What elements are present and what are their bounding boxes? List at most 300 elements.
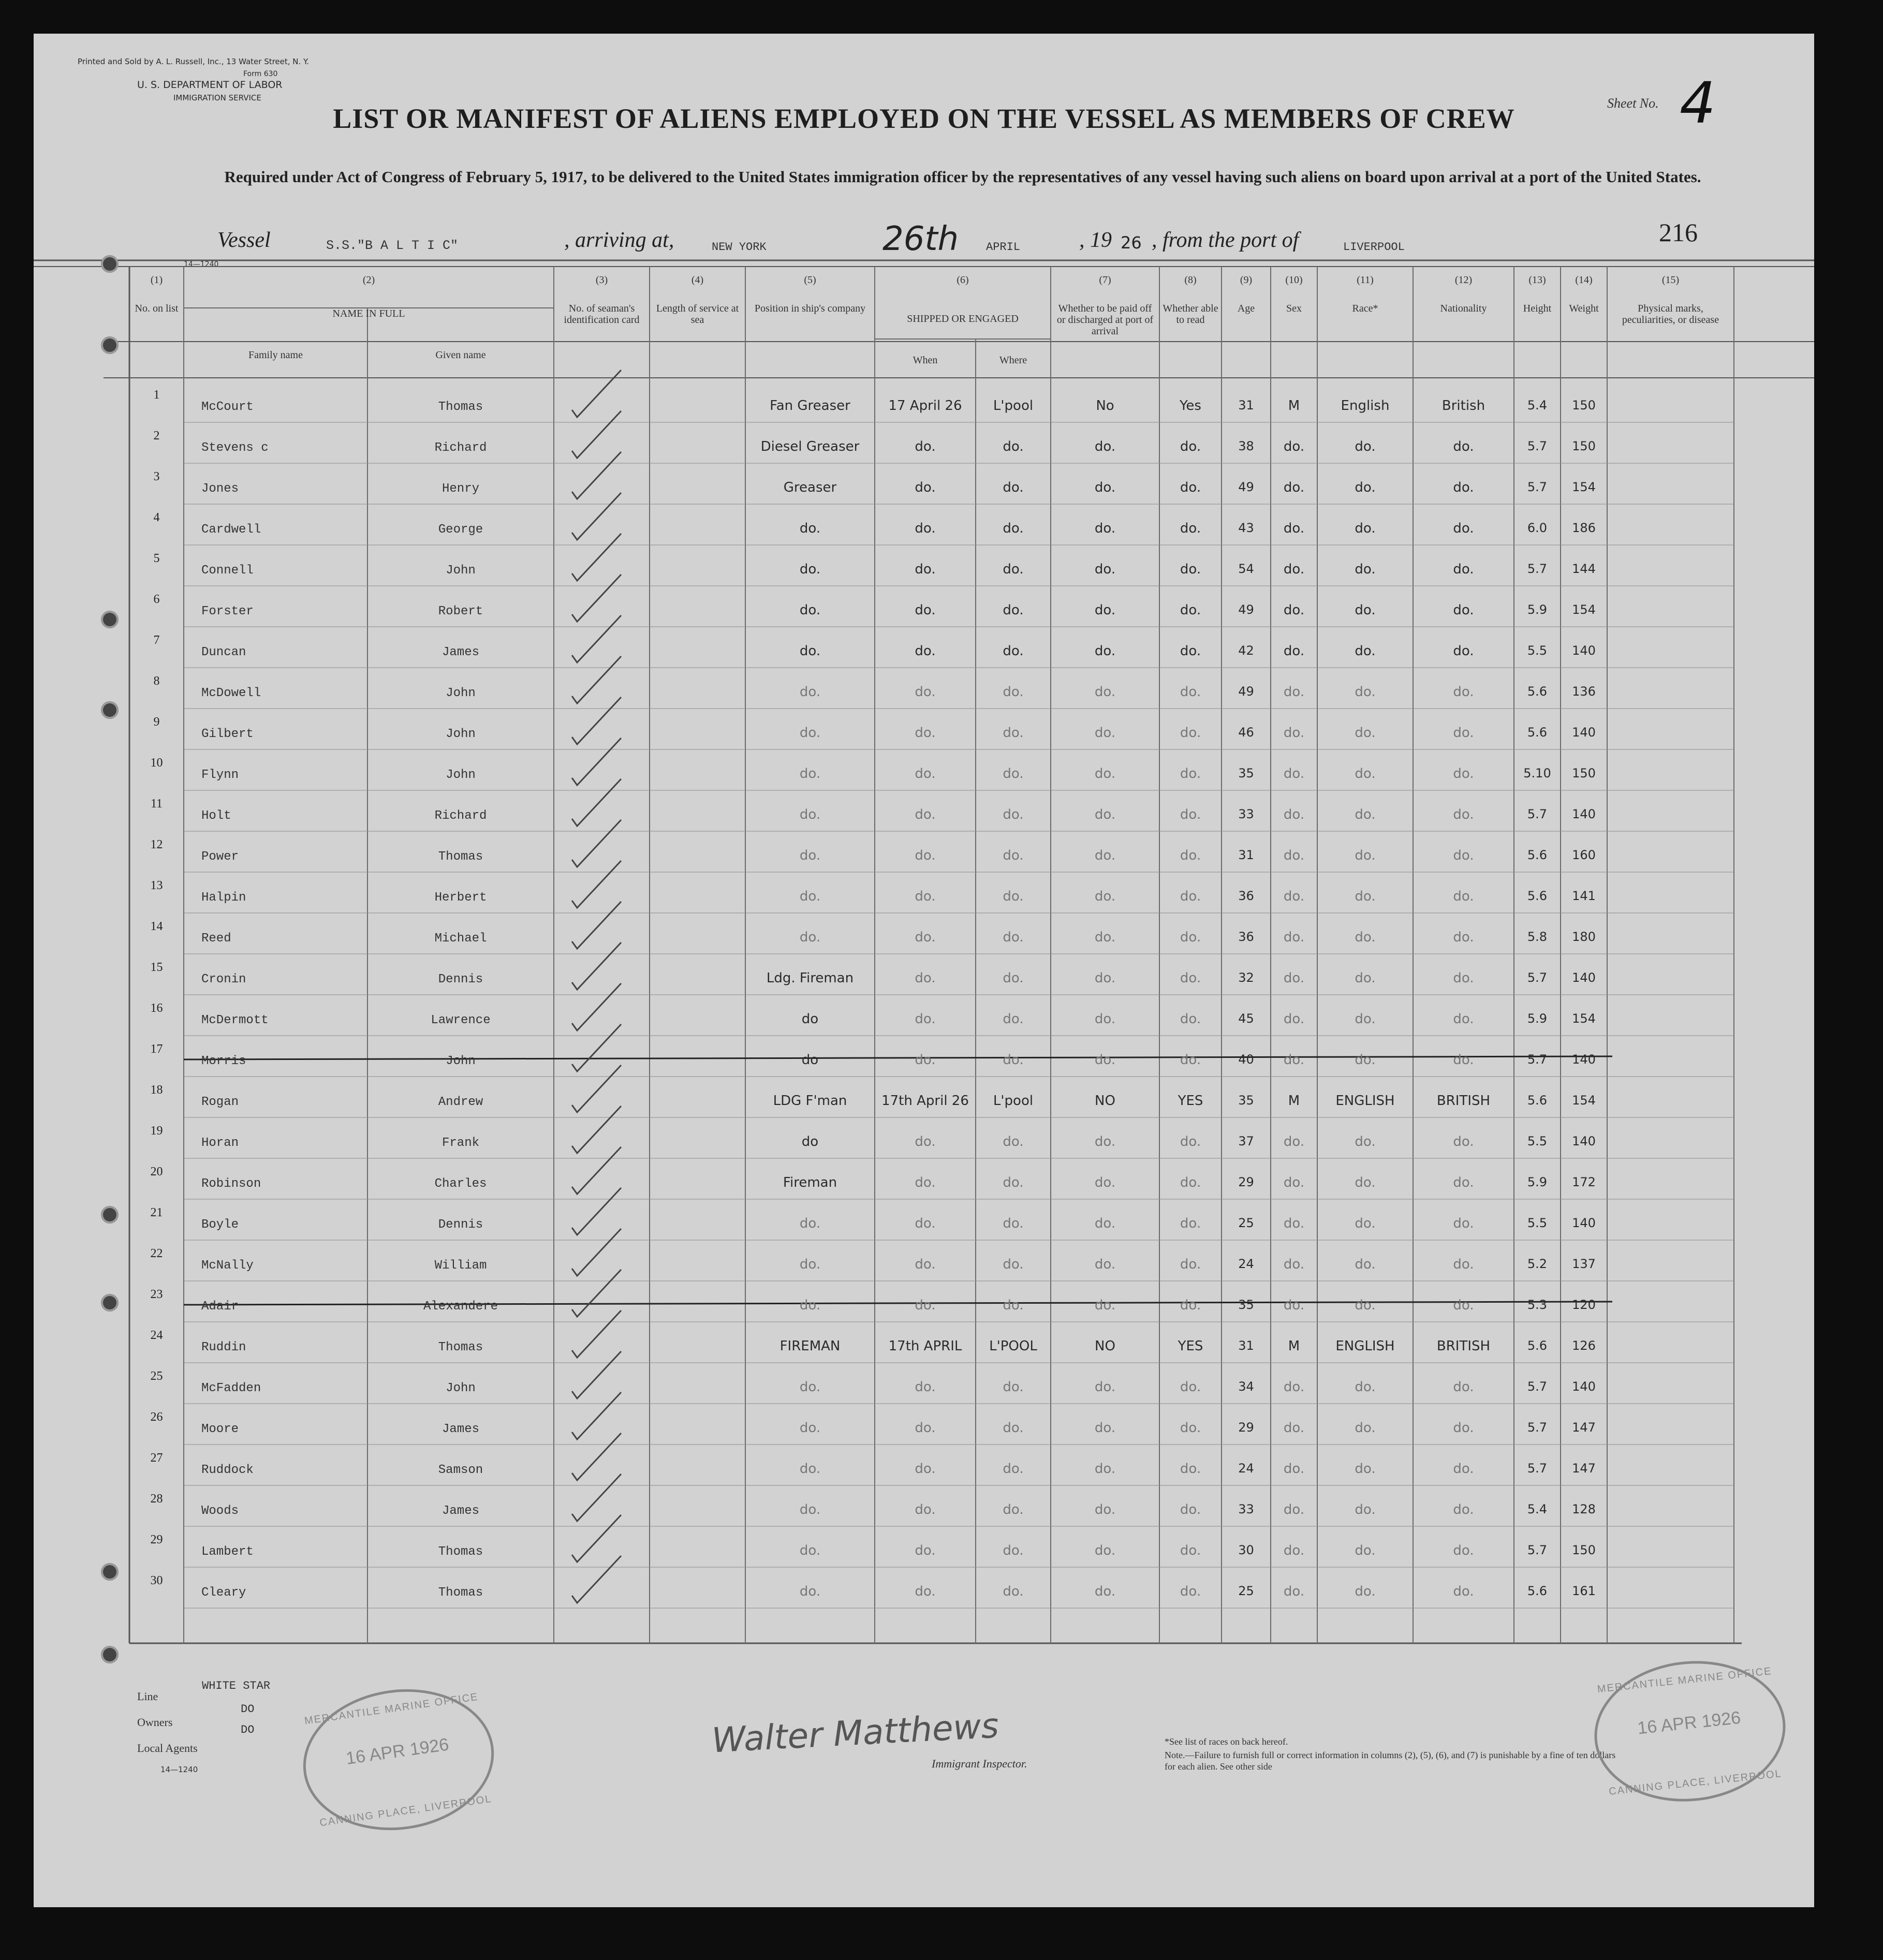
cell-where: do. (1003, 1257, 1024, 1272)
cell-family: Connell (201, 564, 254, 578)
column-number: (3) (595, 274, 608, 286)
cell-sex: M (1288, 1093, 1300, 1109)
cell-weight: 161 (1572, 1584, 1596, 1598)
check-mark (572, 1188, 621, 1235)
column-subheader: When (913, 355, 938, 366)
cell-age: 45 (1238, 1011, 1254, 1026)
cell-race: do. (1355, 1379, 1376, 1395)
cell-where: do. (1003, 1502, 1024, 1517)
cell-race: do. (1355, 1461, 1376, 1477)
cell-race: do. (1355, 480, 1376, 495)
cell-sex: do. (1283, 1257, 1305, 1272)
row-number: 17 (150, 1042, 163, 1056)
cell-height: 5.9 (1527, 1175, 1548, 1189)
cell-weight: 140 (1572, 725, 1596, 740)
cell-age: 35 (1238, 1093, 1254, 1108)
cell-given: Alexandere (423, 1300, 498, 1314)
cell-race: do. (1355, 1298, 1376, 1313)
cell-when: do. (915, 1502, 936, 1517)
cell-paid: do. (1094, 1175, 1116, 1190)
cell-family: Adair (201, 1300, 239, 1314)
cell-when: 17 April 26 (888, 398, 962, 414)
cell-position: do. (799, 562, 821, 577)
cell-position: do (801, 1011, 819, 1027)
cell-sex: do. (1283, 970, 1305, 986)
cell-sex: do. (1283, 930, 1305, 945)
cell-nat: do. (1453, 1011, 1474, 1027)
cell-sex: do. (1283, 848, 1305, 863)
cell-read: YES (1178, 1093, 1203, 1109)
row-number: 20 (150, 1165, 163, 1178)
cell-race: do. (1355, 1420, 1376, 1436)
cell-given: Thomas (438, 1586, 483, 1600)
cell-given: Thomas (438, 1545, 483, 1559)
cell-height: 5.9 (1527, 1011, 1548, 1026)
vessel-label: Vessel (217, 228, 271, 252)
cell-paid: do. (1094, 1052, 1116, 1068)
cell-family: Cleary (201, 1586, 246, 1600)
inspector-label: Immigrant Inspector. (932, 1757, 1027, 1770)
cell-when: do. (915, 480, 936, 495)
cell-position: Fireman (783, 1175, 837, 1190)
check-mark (572, 452, 621, 499)
cell-paid: do. (1094, 602, 1116, 618)
cell-age: 31 (1238, 848, 1254, 862)
cell-weight: 160 (1572, 848, 1596, 862)
punch-hole (101, 701, 119, 719)
cell-height: 5.6 (1527, 848, 1548, 862)
penalty-note: Note.—Failure to furnish full or correct information in columns (2), (5), (6), and (7) is punishable by a fine of ten dollars for each alien. See other side (1165, 1750, 1616, 1772)
column-header: Sex (1286, 303, 1302, 314)
row-number: 10 (150, 756, 163, 770)
cell-position: do. (799, 1379, 821, 1395)
cell-where: do. (1003, 930, 1024, 945)
column-number: (2) (362, 274, 375, 286)
cell-paid: do. (1094, 1011, 1116, 1027)
arriving-label: , arriving at, (564, 228, 674, 252)
row-number: 8 (153, 674, 160, 688)
cell-height: 5.7 (1527, 439, 1548, 453)
cell-nat: do. (1453, 848, 1474, 863)
cell-sex: do. (1283, 1052, 1305, 1068)
cell-height: 5.5 (1527, 1134, 1548, 1148)
column-subheader: Family name (248, 349, 303, 361)
cell-height: 5.10 (1523, 766, 1551, 780)
row-number: 24 (150, 1329, 163, 1342)
row-number: 13 (150, 879, 163, 892)
cell-when: do. (915, 1257, 936, 1272)
row-number: 21 (150, 1206, 163, 1219)
marine-office-stamp: MERCANTILE MARINE OFFICE 16 APR 1926 CANNING PLACE, LIVERPOOL (294, 1677, 503, 1843)
cell-sex: do. (1283, 1134, 1305, 1150)
cell-family: Boyle (201, 1218, 239, 1232)
cell-race: do. (1355, 1257, 1376, 1272)
row-number: 9 (153, 715, 160, 729)
punch-hole (101, 1294, 119, 1311)
cell-height: 5.6 (1527, 684, 1548, 699)
cell-nat: do. (1453, 1298, 1474, 1313)
service: IMMIGRATION SERVICE (173, 93, 261, 102)
row-number: 14 (150, 920, 163, 933)
cell-read: do. (1180, 439, 1201, 454)
cell-when: do. (915, 766, 936, 782)
cell-paid: do. (1094, 1461, 1116, 1477)
cell-position: Ldg. Fireman (766, 970, 854, 986)
cell-sex: do. (1283, 889, 1305, 904)
cell-race: do. (1355, 602, 1376, 618)
footer-form-number: 14—1240 (160, 1765, 198, 1774)
cell-paid: do. (1094, 562, 1116, 577)
cell-weight: 150 (1572, 439, 1596, 453)
cell-paid: do. (1094, 1298, 1116, 1313)
from-label: , from the port of (1152, 228, 1299, 252)
cell-age: 24 (1238, 1257, 1254, 1271)
cell-age: 31 (1238, 398, 1254, 412)
cell-weight: 128 (1572, 1502, 1596, 1516)
cell-given: James (442, 1504, 479, 1518)
cell-position: do. (799, 1420, 821, 1436)
check-mark (572, 1065, 621, 1112)
cell-sex: do. (1283, 643, 1305, 659)
cell-nat: do. (1453, 439, 1474, 454)
cell-race: do. (1355, 1052, 1376, 1068)
cell-family: Stevens c (201, 441, 269, 455)
cell-when: do. (915, 1175, 936, 1190)
cell-when: do. (915, 970, 936, 986)
check-mark (572, 493, 621, 540)
cell-read: do. (1180, 1420, 1201, 1436)
cell-where: do. (1003, 1379, 1024, 1395)
cell-read: do. (1180, 725, 1201, 741)
cell-weight: 172 (1572, 1175, 1596, 1189)
cell-height: 5.7 (1527, 1461, 1548, 1476)
cell-weight: 140 (1572, 807, 1596, 821)
cell-race: do. (1355, 970, 1376, 986)
cell-where: do. (1003, 848, 1024, 863)
arrival-port: NEW YORK (712, 241, 767, 254)
cell-race: do. (1355, 1175, 1376, 1190)
marine-office-stamp: MERCANTILE MARINE OFFICE 16 APR 1926 CANNING PLACE, LIVERPOOL (1587, 1652, 1792, 1810)
cell-position: FIREMAN (779, 1338, 841, 1354)
cell-position: do. (799, 848, 821, 863)
row-number: 2 (153, 429, 160, 443)
cell-nat: British (1441, 398, 1485, 414)
cell-where: do. (1003, 725, 1024, 741)
cell-height: 5.7 (1527, 807, 1548, 821)
cell-paid: do. (1094, 725, 1116, 741)
cell-family: Robinson (201, 1177, 261, 1191)
cell-weight: 140 (1572, 1134, 1596, 1148)
cell-race: do. (1355, 643, 1376, 659)
cell-age: 38 (1238, 439, 1254, 453)
cell-sex: do. (1283, 1543, 1305, 1558)
cell-paid: do. (1094, 1543, 1116, 1558)
cell-height: 5.2 (1527, 1257, 1548, 1271)
cell-read: do. (1180, 1216, 1201, 1231)
cell-read: do. (1180, 562, 1201, 577)
cell-paid: do. (1094, 970, 1116, 986)
column-number: (8) (1184, 274, 1197, 286)
check-mark (572, 983, 621, 1030)
cell-weight: 154 (1572, 480, 1596, 494)
cell-given: Richard (434, 809, 487, 823)
cell-nat: do. (1453, 807, 1474, 822)
cell-position: Greaser (783, 480, 837, 495)
cell-family: Lambert (201, 1545, 254, 1559)
check-mark (572, 370, 621, 417)
vessel-name: S.S."B A L T I C" (326, 238, 459, 253)
cell-family: Jones (201, 482, 239, 496)
cell-given: Robert (438, 605, 483, 618)
column-header: Physical marks, peculiarities, or disease (1622, 303, 1719, 326)
row-number: 15 (150, 961, 163, 974)
cell-sex: do. (1283, 807, 1305, 822)
cell-given: Thomas (438, 400, 483, 414)
cell-read: do. (1180, 930, 1201, 945)
column-subheader: Where (999, 355, 1027, 366)
owners-label: Owners (137, 1716, 173, 1729)
cell-sex: do. (1283, 1584, 1305, 1599)
cell-paid: do. (1094, 521, 1116, 536)
cell-paid: do. (1094, 643, 1116, 659)
cell-age: 36 (1238, 930, 1254, 944)
cell-sex: do. (1283, 1502, 1305, 1517)
column-header: Length of service at sea (656, 303, 739, 326)
cell-age: 31 (1238, 1338, 1254, 1353)
cell-height: 5.7 (1527, 1543, 1548, 1557)
cell-position: do. (799, 766, 821, 782)
cell-when: do. (915, 1420, 936, 1436)
cell-race: do. (1355, 1134, 1376, 1150)
cell-paid: do. (1094, 439, 1116, 454)
cell-when: do. (915, 1134, 936, 1150)
cell-where: do. (1003, 1584, 1024, 1599)
cell-position: LDG F'man (773, 1093, 847, 1109)
cell-where: do. (1003, 1216, 1024, 1231)
cell-nat: do. (1453, 1216, 1474, 1231)
cell-given: William (434, 1259, 487, 1273)
cell-given: Henry (442, 482, 479, 496)
column-number: (13) (1528, 274, 1546, 286)
cell-where: do. (1003, 643, 1024, 659)
cell-weight: 136 (1572, 684, 1596, 699)
cell-weight: 154 (1572, 1093, 1596, 1108)
cell-nat: do. (1453, 1052, 1474, 1068)
races-note: *See list of races on back hereof. (1165, 1736, 1288, 1747)
agents-label: Local Agents (137, 1742, 198, 1755)
check-mark (572, 697, 621, 744)
cell-nat: do. (1453, 643, 1474, 659)
cell-nat: BRITISH (1436, 1093, 1491, 1109)
cell-paid: do. (1094, 848, 1116, 863)
cell-family: Halpin (201, 891, 246, 905)
cell-age: 40 (1238, 1052, 1254, 1067)
punch-hole (101, 336, 119, 354)
cell-height: 5.6 (1527, 1338, 1548, 1353)
year-suffix: 26 (1121, 233, 1142, 253)
cell-read: do. (1180, 1011, 1201, 1027)
cell-sex: do. (1283, 725, 1305, 741)
cell-sex: do. (1283, 1379, 1305, 1395)
cell-race: do. (1355, 1502, 1376, 1517)
cell-where: do. (1003, 684, 1024, 700)
cell-when: do. (915, 848, 936, 863)
cell-given: Frank (442, 1136, 479, 1150)
column-header: Race* (1352, 303, 1378, 314)
cell-given: John (446, 564, 476, 578)
cell-paid: do. (1094, 1584, 1116, 1599)
column-number: (7) (1099, 274, 1111, 286)
column-number: (12) (1454, 274, 1473, 286)
cell-age: 49 (1238, 684, 1254, 699)
cell-when: do. (915, 1011, 936, 1027)
cell-age: 36 (1238, 889, 1254, 903)
cell-family: Gilbert (201, 727, 254, 741)
cell-where: do. (1003, 602, 1024, 618)
cell-family: McFadden (201, 1381, 261, 1395)
department: U. S. DEPARTMENT OF LABOR (137, 79, 283, 91)
cell-when: do. (915, 562, 936, 577)
cell-paid: do. (1094, 1134, 1116, 1150)
cell-where: do. (1003, 1298, 1024, 1313)
cell-sex: do. (1283, 1420, 1305, 1436)
column-number: (1) (150, 274, 163, 286)
cell-given: Lawrence (431, 1013, 491, 1027)
cell-position: do. (799, 725, 821, 741)
cell-age: 33 (1238, 807, 1254, 821)
cell-height: 5.5 (1527, 1216, 1548, 1230)
cell-family: Cardwell (201, 523, 261, 537)
check-mark (572, 411, 621, 458)
cell-weight: 140 (1572, 1379, 1596, 1394)
cell-given: Thomas (438, 850, 483, 864)
cell-given: Dennis (438, 972, 483, 986)
cell-where: do. (1003, 1134, 1024, 1150)
cell-read: do. (1180, 480, 1201, 495)
cell-age: 25 (1238, 1216, 1254, 1230)
cell-family: Morris (201, 1054, 246, 1068)
cell-age: 35 (1238, 1298, 1254, 1312)
check-mark (572, 1147, 621, 1194)
cell-nat: do. (1453, 930, 1474, 945)
cell-given: James (442, 1422, 479, 1436)
cell-weight: 150 (1572, 398, 1596, 412)
cell-paid: do. (1094, 1257, 1116, 1272)
cell-weight: 141 (1572, 889, 1596, 903)
cell-height: 5.7 (1527, 1420, 1548, 1435)
cell-read: do. (1180, 1584, 1201, 1599)
cell-nat: do. (1453, 725, 1474, 741)
cell-when: do. (915, 1298, 936, 1313)
cell-height: 5.6 (1527, 725, 1548, 740)
row-number: 29 (150, 1533, 163, 1546)
cell-age: 46 (1238, 725, 1254, 740)
cell-when: do. (915, 1379, 936, 1395)
cell-family: Woods (201, 1504, 239, 1518)
cell-nat: BRITISH (1436, 1338, 1491, 1354)
cell-paid: do. (1094, 480, 1116, 495)
cell-when: do. (915, 684, 936, 700)
row-number: 4 (153, 511, 160, 524)
cell-sex: do. (1283, 562, 1305, 577)
cell-height: 5.4 (1527, 398, 1548, 412)
cell-age: 29 (1238, 1420, 1254, 1435)
cell-given: Richard (434, 441, 487, 455)
cell-family: McCourt (201, 400, 254, 414)
column-number: (6) (957, 274, 969, 286)
cell-when: do. (915, 930, 936, 945)
cell-sex: do. (1283, 684, 1305, 700)
cell-position: do. (799, 1298, 821, 1313)
cell-where: do. (1003, 1461, 1024, 1477)
cell-age: 25 (1238, 1584, 1254, 1598)
column-number: (14) (1575, 274, 1593, 286)
row-number: 5 (153, 552, 160, 565)
row-number: 26 (150, 1410, 163, 1424)
cell-position: do (801, 1134, 819, 1150)
column-number: (5) (804, 274, 816, 286)
cell-position: do. (799, 930, 821, 945)
row-number: 6 (153, 593, 160, 606)
agents-value: DO (241, 1723, 255, 1736)
cell-height: 5.6 (1527, 889, 1548, 903)
row-number: 1 (153, 388, 160, 402)
row-number: 28 (150, 1492, 163, 1506)
row-number: 19 (150, 1124, 163, 1138)
row-number: 18 (150, 1083, 163, 1097)
row-number: 3 (153, 470, 160, 483)
arrival-day: 26th (882, 220, 959, 258)
cell-read: do. (1180, 1543, 1201, 1558)
cell-family: Duncan (201, 645, 246, 659)
cell-nat: do. (1453, 1257, 1474, 1272)
cell-height: 5.7 (1527, 1052, 1548, 1067)
manifest-number: 216 (1659, 218, 1698, 247)
cell-where: L'POOL (989, 1338, 1037, 1354)
cell-given: Herbert (434, 891, 487, 905)
cell-weight: 140 (1572, 970, 1596, 985)
cell-family: Flynn (201, 768, 239, 782)
cell-height: 5.6 (1527, 1093, 1548, 1108)
check-mark (572, 656, 621, 703)
cell-when: 17th April 26 (881, 1093, 969, 1109)
cell-sex: do. (1283, 1216, 1305, 1231)
cell-race: do. (1355, 848, 1376, 863)
check-mark (572, 942, 621, 990)
cell-given: George (438, 523, 483, 537)
cell-when: do. (915, 1052, 936, 1068)
cell-sex: M (1288, 398, 1300, 414)
check-mark (572, 1474, 621, 1521)
printer-line: Printed and Sold by A. L. Russell, Inc., 13 Water Street, N. Y. (78, 57, 309, 66)
column-header: SHIPPED OR ENGAGED (907, 313, 1019, 325)
check-mark (572, 779, 621, 826)
cell-race: do. (1355, 1011, 1376, 1027)
cell-where: do. (1003, 562, 1024, 577)
cell-family: McNally (201, 1259, 254, 1273)
column-header: Age (1237, 303, 1255, 314)
column-header: Weight (1569, 303, 1599, 314)
check-mark (572, 861, 621, 908)
cell-sex: M (1288, 1338, 1300, 1354)
cell-read: do. (1180, 1298, 1201, 1313)
column-header: Height (1523, 303, 1552, 314)
cell-when: do. (915, 1216, 936, 1231)
cell-given: Charles (434, 1177, 487, 1191)
cell-nat: do. (1453, 1420, 1474, 1436)
cell-family: Ruddock (201, 1463, 254, 1477)
cell-where: do. (1003, 889, 1024, 904)
